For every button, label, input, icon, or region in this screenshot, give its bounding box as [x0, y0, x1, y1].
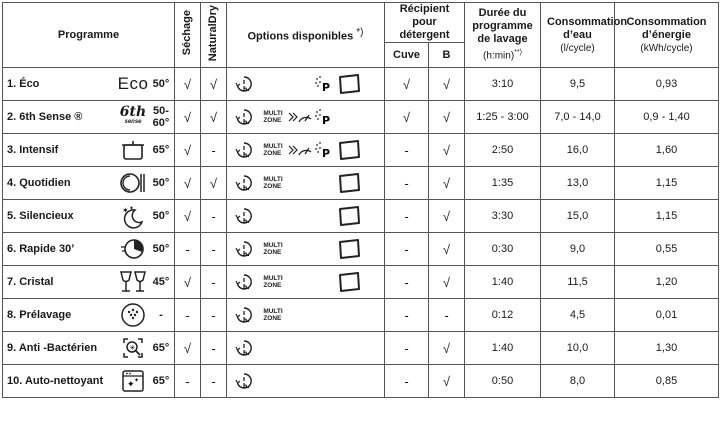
eau-cell: 7,0 - 14,0 [541, 101, 615, 134]
duree-cell: 0:12 [465, 299, 541, 332]
tray-icon [334, 206, 364, 226]
delay-start-icon [230, 174, 258, 192]
options-cell [227, 299, 385, 332]
naturaldry-cell: √ [201, 68, 227, 101]
delay-start-icon [230, 141, 258, 159]
svg-text:h.: h. [243, 152, 250, 159]
delay-start-icon [230, 339, 258, 357]
svg-text:✶: ✶ [122, 206, 129, 215]
eau-cell: 4,5 [541, 299, 615, 332]
programme-cell [3, 167, 175, 200]
temperature: 65° [152, 342, 170, 354]
eau-cell: 16,0 [541, 134, 615, 167]
b-cell: √ [429, 200, 465, 233]
plate-cutlery-icon [118, 170, 148, 196]
tray-icon [334, 173, 364, 193]
energie-cell: 0,93 [615, 68, 719, 101]
cuve-cell: - [385, 233, 429, 266]
options-cell [227, 167, 385, 200]
delay-start-icon [230, 207, 258, 225]
sechage-cell: √ [175, 332, 201, 365]
programme-cell [3, 233, 175, 266]
naturaldry-cell: - [201, 299, 227, 332]
naturaldry-cell: - [201, 200, 227, 233]
delay-start-icon [230, 108, 258, 126]
table-row [3, 299, 719, 332]
temperature: 65° [152, 144, 170, 156]
svg-text:h.: h. [243, 317, 250, 324]
energie-cell: 0,55 [615, 233, 719, 266]
table-row [3, 68, 719, 101]
table-row [3, 233, 719, 266]
temperature: 50° [152, 243, 170, 255]
header-energie: Consommation d’énergie (kWh/cycle) [615, 3, 719, 68]
programme-table [2, 2, 719, 398]
tablet-icon [312, 140, 334, 160]
multizone-icon: MULTI ZONE [263, 110, 283, 124]
energie-cell: 1,60 [615, 134, 719, 167]
svg-text:✦: ✦ [127, 380, 135, 390]
svg-text:h.: h. [243, 86, 250, 93]
programme-cell [3, 365, 175, 398]
delay-start-icon [230, 240, 258, 258]
delay-start-icon [230, 372, 258, 390]
sechage-cell: - [175, 365, 201, 398]
header-programme: Programme [3, 3, 175, 68]
sechage-cell: √ [175, 101, 201, 134]
naturaldry-cell: - [201, 134, 227, 167]
6th-sense-icon: 6th sense [119, 104, 147, 125]
cuve-cell: - [385, 266, 429, 299]
turbo-icon [288, 109, 312, 125]
temperature: 50-60° [152, 105, 170, 129]
duree-cell: 0:30 [465, 233, 541, 266]
programme-name: 6. Rapide 30’ [7, 243, 75, 255]
b-cell: √ [429, 233, 465, 266]
programme-name: 10. Auto-nettoyant [7, 375, 104, 387]
cuve-cell: - [385, 332, 429, 365]
energie-cell: 1,30 [615, 332, 719, 365]
programme-cell [3, 68, 175, 101]
moon-stars-icon [118, 203, 148, 229]
eau-cell: 11,5 [541, 266, 615, 299]
b-cell: √ [429, 68, 465, 101]
programme-rows [3, 68, 719, 398]
programme-cell [3, 134, 175, 167]
tablet-icon [312, 107, 334, 127]
cuve-cell: - [385, 134, 429, 167]
temperature: 65° [152, 375, 170, 387]
energie-cell: 0,85 [615, 365, 719, 398]
svg-text:h.: h. [243, 218, 250, 225]
duree-cell: 0:50 [465, 365, 541, 398]
table-row [3, 332, 719, 365]
svg-text:h.: h. [243, 284, 250, 291]
tray-icon [334, 239, 364, 259]
options-cell [227, 134, 385, 167]
options-cell [227, 266, 385, 299]
programme-cell [3, 266, 175, 299]
delay-start-icon [230, 75, 258, 93]
tray-icon [334, 74, 364, 94]
header-cuve: Cuve [385, 43, 429, 68]
wine-glasses-icon [118, 269, 148, 295]
duree-cell: 1:25 - 3:00 [465, 101, 541, 134]
temperature: 50° [152, 177, 170, 189]
naturaldry-cell: √ [201, 101, 227, 134]
eau-cell: 8,0 [541, 365, 615, 398]
programme-cell [3, 299, 175, 332]
b-cell: - [429, 299, 465, 332]
eco-text-icon: Eco [117, 74, 149, 93]
programme-name: 9. Anti -Bactérien [7, 342, 98, 354]
duree-cell: 1:35 [465, 167, 541, 200]
svg-text:P: P [322, 81, 331, 94]
delay-start-icon [230, 306, 258, 324]
options-cell [227, 233, 385, 266]
energie-cell: 0,9 - 1,40 [615, 101, 719, 134]
table-row [3, 266, 719, 299]
naturaldry-cell: - [201, 266, 227, 299]
cuve-cell: √ [385, 68, 429, 101]
tray-icon [334, 140, 364, 160]
duree-cell: 1:40 [465, 332, 541, 365]
eau-cell: 10,0 [541, 332, 615, 365]
svg-text:P: P [322, 147, 331, 160]
naturaldry-cell: √ [201, 167, 227, 200]
energie-cell: 1,15 [615, 167, 719, 200]
header-naturaldry: NaturalDry [201, 3, 227, 68]
self-clean-icon [118, 368, 148, 394]
svg-text:h.: h. [243, 119, 250, 126]
header-sechage: Séchage [175, 3, 201, 68]
multizone-icon: MULTI ZONE [263, 143, 283, 157]
b-cell: √ [429, 266, 465, 299]
cuve-cell: √ [385, 101, 429, 134]
programme-name: 4. Quotidien [7, 177, 71, 189]
b-cell: √ [429, 167, 465, 200]
cuve-cell: - [385, 299, 429, 332]
programme-name: 1. Éco [7, 78, 40, 90]
svg-text:P: P [322, 114, 331, 127]
sechage-cell: √ [175, 200, 201, 233]
b-cell: √ [429, 365, 465, 398]
eau-cell: 15,0 [541, 200, 615, 233]
multizone-icon: MULTI ZONE [263, 242, 283, 256]
b-cell: √ [429, 332, 465, 365]
naturaldry-cell: - [201, 233, 227, 266]
programme-name: 7. Cristal [7, 276, 54, 288]
svg-text:h.: h. [243, 185, 250, 192]
options-cell [227, 68, 385, 101]
options-cell [227, 101, 385, 134]
naturaldry-cell: - [201, 365, 227, 398]
temperature: - [159, 309, 163, 321]
energie-cell: 1,20 [615, 266, 719, 299]
temperature: 45° [152, 276, 170, 288]
anti-bacterial-icon [118, 335, 148, 361]
options-cell [227, 200, 385, 233]
svg-text:h.: h. [243, 350, 250, 357]
eau-cell: 9,5 [541, 68, 615, 101]
table-row [3, 101, 719, 134]
multizone-icon: MULTI ZONE [263, 176, 283, 190]
delay-start-icon [230, 273, 258, 291]
table-row [3, 134, 719, 167]
header-options: Options disponibles *) [227, 3, 385, 68]
energie-cell: 1,15 [615, 200, 719, 233]
sechage-cell: √ [175, 266, 201, 299]
table-row [3, 200, 719, 233]
temperature: 50° [152, 78, 170, 90]
header-eau: Consommation d’eau (l/cycle) [541, 3, 615, 68]
sechage-cell: - [175, 299, 201, 332]
prewash-icon [118, 302, 148, 328]
pot-icon [118, 137, 148, 163]
cuve-cell: - [385, 167, 429, 200]
b-cell: √ [429, 101, 465, 134]
duree-cell: 1:40 [465, 266, 541, 299]
tablet-icon [312, 74, 334, 94]
duree-cell: 2:50 [465, 134, 541, 167]
sechage-cell: √ [175, 68, 201, 101]
header-recipient: Récipient pour détergent [385, 3, 465, 43]
cuve-cell: - [385, 200, 429, 233]
header-b: B [429, 43, 465, 68]
turbo-icon [288, 142, 312, 158]
programme-name: 3. Intensif [7, 144, 59, 156]
svg-text:✶: ✶ [129, 205, 135, 212]
programme-name: 2. 6th Sense ® [7, 111, 83, 123]
b-cell: √ [429, 134, 465, 167]
programme-cell [3, 332, 175, 365]
options-cell [227, 365, 385, 398]
header-duree: Durée du programme de lavage (h:min)**) [465, 3, 541, 68]
cuve-cell: - [385, 365, 429, 398]
naturaldry-cell: - [201, 332, 227, 365]
svg-text:✦: ✦ [134, 377, 140, 384]
energie-cell: 0,01 [615, 299, 719, 332]
svg-text:✳: ✳ [129, 344, 136, 352]
svg-text:h.: h. [243, 251, 250, 258]
tray-icon [334, 272, 364, 292]
programme-cell [3, 101, 175, 134]
programme-name: 5. Silencieux [7, 210, 74, 222]
programme-cell [3, 200, 175, 233]
duree-cell: 3:10 [465, 68, 541, 101]
temperature: 50° [152, 210, 170, 222]
svg-text:h.: h. [243, 383, 250, 390]
eau-cell: 13,0 [541, 167, 615, 200]
multizone-icon: MULTI ZONE [263, 275, 283, 289]
clock-fast-icon [118, 236, 148, 262]
sechage-cell: - [175, 233, 201, 266]
table-row [3, 365, 719, 398]
sechage-cell: √ [175, 134, 201, 167]
multizone-icon: MULTI ZONE [263, 308, 283, 322]
table-row [3, 167, 719, 200]
duree-cell: 3:30 [465, 200, 541, 233]
eau-cell: 9,0 [541, 233, 615, 266]
options-cell [227, 332, 385, 365]
sechage-cell: √ [175, 167, 201, 200]
programme-name: 8. Prélavage [7, 309, 72, 321]
